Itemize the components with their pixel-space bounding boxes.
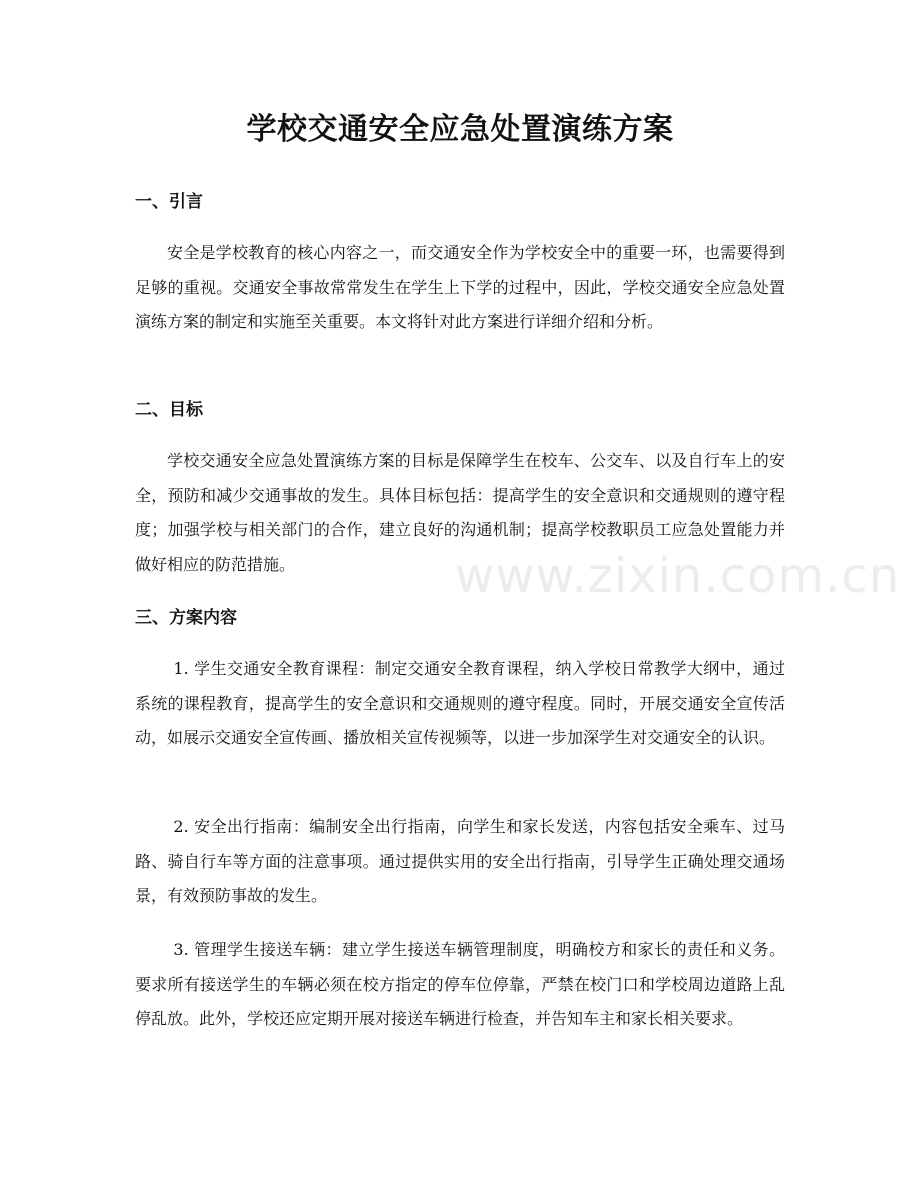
section-heading-introduction: 一、引言 [135, 192, 203, 212]
paragraph-introduction: 安全是学校教育的核心内容之一，而交通安全作为学校安全中的重要一环，也需要得到足够的重视。交通安全事故常常发生在学生上下学的过程中，因此，学校交通安全应急处置演练方案的制定和实施至关重要。本文将针对此方案进行详细介绍和分析。 [135, 243, 785, 331]
section-heading-goals: 二、目标 [135, 400, 203, 420]
watermark: www.zixin.com.cn [455, 548, 901, 604]
paragraph-plan-item-3: 3. 管理学生接送车辆：建立学生接送车辆管理制度，明确校方和家长的责任和义务。要求所有接送学生的车辆必须在校方指定的停车位停靠，严禁在校门口和学校周边道路上乱停乱放。此外，学校还应定期开展对接送车辆进行检查，并告知车主和家长相关要求。 [135, 940, 785, 1028]
paragraph-goals: 学校交通安全应急处置演练方案的目标是保障学生在校车、公交车、以及自行车上的安全，预防和减少交通事故的发生。具体目标包括：提高学生的安全意识和交通规则的遵守程度；加强学校与相关部门的合作，建立良好的沟通机制；提高学校教职员工应急处置能力并做好相应的防范措施。 [135, 451, 785, 574]
paragraph-plan-item-1: 1. 学生交通安全教育课程：制定交通安全教育课程，纳入学校日常教学大纲中，通过系统的课程教育，提高学生的安全意识和交通规则的遵守程度。同时，开展交通安全宣传活动，如展示交通安全宣传画、播放相关宣传视频等，以进一步加深学生对交通安全的认识。 [135, 659, 785, 747]
paragraph-plan-item-2: 2. 安全出行指南：编制安全出行指南，向学生和家长发送，内容包括安全乘车、过马路、骑自行车等方面的注意事项。通过提供实用的安全出行指南，引导学生正确处理交通场景，有效预防事故的发生。 [135, 817, 785, 905]
document-title: 学校交通安全应急处置演练方案 [246, 112, 674, 147]
section-heading-plan-content: 三、方案内容 [135, 608, 237, 628]
